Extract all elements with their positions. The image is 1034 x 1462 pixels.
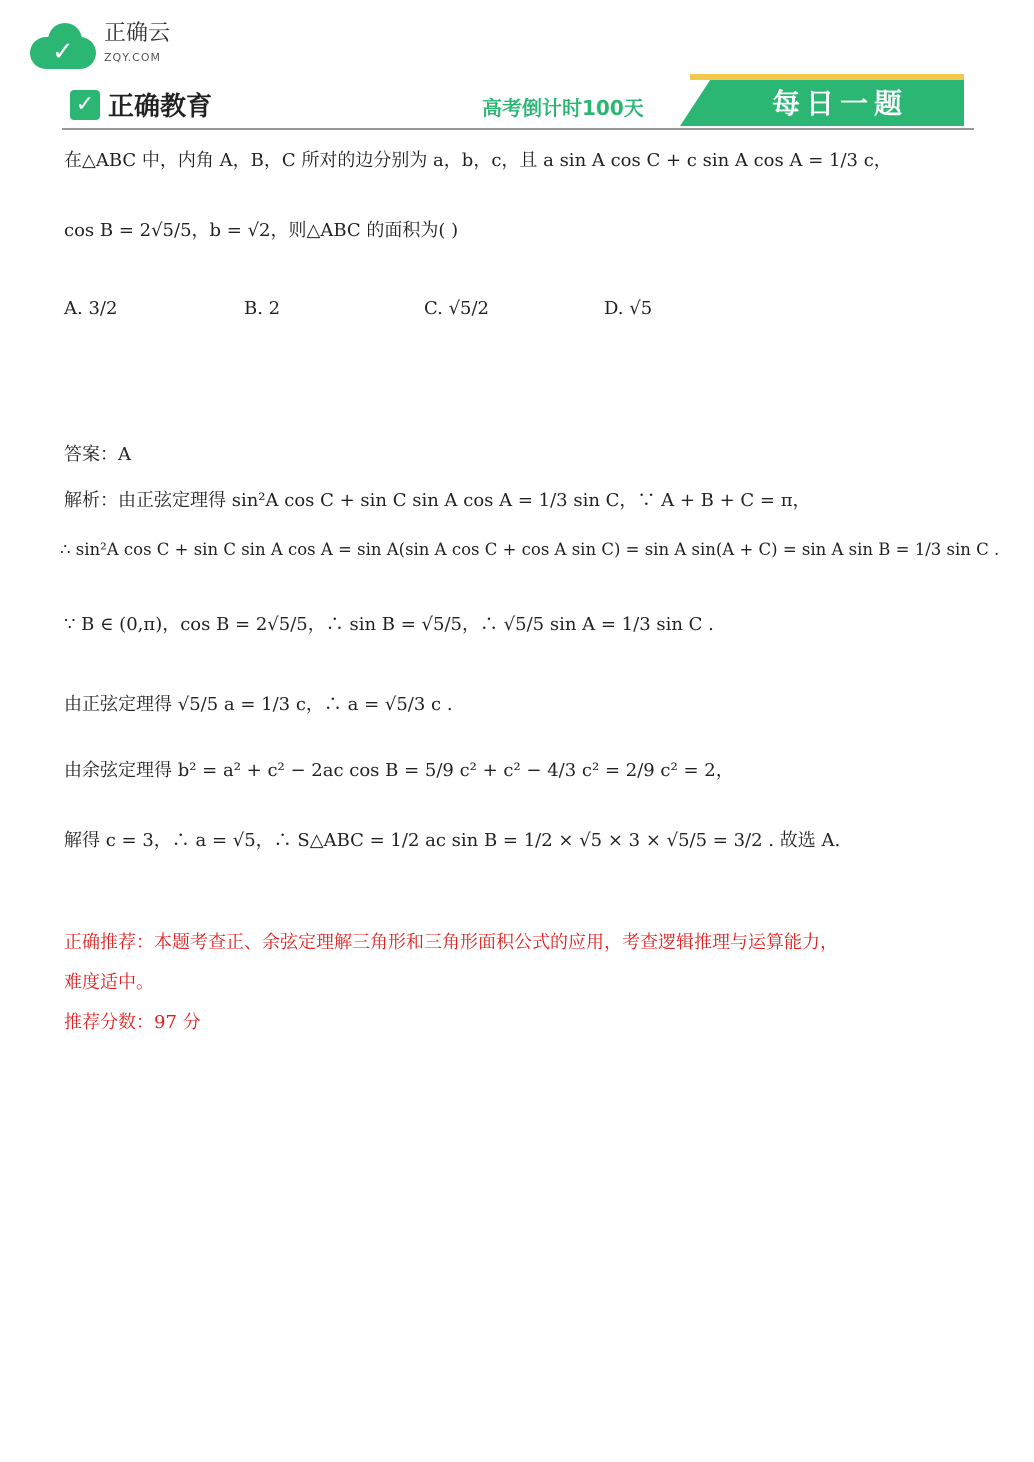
answer-line: 答案：A	[64, 444, 131, 465]
analysis-line-1: 解析：由正弦定理得 sin²A cos C + sin C sin A cos A = 1/3 sin C，∵ A + B + C = π，	[64, 490, 811, 511]
recommend-line-1: 正确推荐：本题考查正、余弦定理解三角形和三角形面积公式的应用，考查逻辑推理与运算能力，	[64, 932, 838, 953]
question-line-1: 在△ABC 中，内角 A，B，C 所对的边分别为 a，b，c，且 a sin A cos C + c sin A cos A = 1/3 c，	[64, 150, 892, 171]
brand-name: 正确教育	[108, 92, 213, 122]
countdown-text: 高考倒计时100天	[482, 96, 644, 120]
analysis-line-3: ∵ B ∈ (0,π)，cos B = 2√5/5，∴ sin B = √5/5，∴ √5/5 sin A = 1/3 sin C .	[64, 614, 714, 635]
cloud-check-icon: ✓	[30, 23, 96, 69]
brand-logo	[70, 86, 212, 123]
recommend-score: 推荐分数：97 分	[64, 1012, 201, 1033]
option-a: A. 3/2	[64, 298, 118, 319]
recommend-line-2: 难度适中。	[64, 972, 154, 993]
ribbon-stripe	[690, 74, 964, 80]
logo-text: 正确云 ZQY.COM	[104, 21, 171, 64]
analysis-line-5: 由余弦定理得 b² = a² + c² − 2ac cos B = 5/9 c² + c² − 4/3 c² = 2/9 c² = 2，	[64, 760, 734, 781]
zqy-logo	[30, 22, 170, 70]
option-c: C. √5/2	[424, 298, 490, 319]
analysis-line-2: ∴ sin²A cos C + sin C sin A cos A = sin A(sin A cos C + cos A sin C) = sin A sin(A + C) = sin A sin B = 1/3 sin C .	[60, 540, 1000, 559]
analysis-line-4: 由正弦定理得 √5/5 a = 1/3 c，∴ a = √5/3 c .	[64, 694, 453, 715]
check-icon: ✓	[70, 90, 100, 120]
option-d: D. √5	[604, 298, 653, 319]
question-line-2: cos B = 2√5/5，b = √2，则△ABC 的面积为( )	[64, 220, 459, 241]
option-b: B. 2	[244, 298, 281, 319]
analysis-line-6: 解得 c = 3，∴ a = √5，∴ S△ABC = 1/2 ac sin B = 1/2 × √5 × 3 × √5/5 = 3/2 . 故选 A.	[64, 830, 841, 851]
badge-text: 每日一题	[772, 87, 909, 120]
